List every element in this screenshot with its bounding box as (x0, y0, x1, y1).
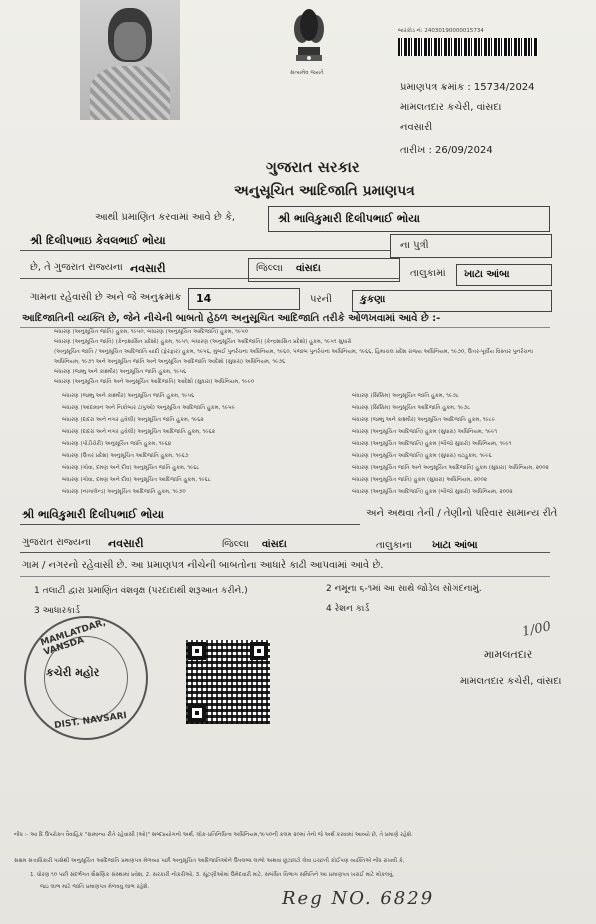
basis-item: 4 રેશન કાર્ડ (326, 604, 370, 614)
order-right: બંધારણ (અનુસૂચિત આદિજાતિ) હુકમ (બીજો સુધારો) અધિનિયમ, ૧૯૯૧ (352, 441, 512, 447)
recognized-line: આદિજાતિની વ્યક્તિ છે, જેને નીચેની બાબતો હેઠળ અનુસૂચિત આદિજાતિ તરીકે ઓળખવામાં આવે છે :- (22, 313, 441, 324)
caste-label: પરની (310, 294, 332, 305)
district-name: નવસારી (400, 122, 433, 133)
applicant-photo (80, 0, 180, 120)
footer-note: નોંધ :- આ દિ ઉપરોક્ત વૈવાહિક "સામાન્ય રીતે રહેવાસી (ઓ)" શબ્દપ્રયોગનો અર્થ, લોક-પ્રતિનિધિત્વ અધિનિયમ,૧૯૫૦ની કલમ ૨૦માં તેનો જે અર્થ કરવામાં આવ્યો છે, તે પ્રમાણે રહેશે. (14, 832, 413, 838)
issue-line: ગામ / નગરનો રહેવાસી છે. આ પ્રમાણપત્ર નીચેની બાબતોના આધારે કાઢી આપવામાં આવે છે. (22, 560, 384, 571)
order-line: બંધારણ (અનુસૂચિત જાતિ) (કેન્દ્રશાસિત પ્રદેશો) હુકમ, ૧૯૫૧, બંધારણ (અનુસૂચિત આદિજાતિ) (કેન્દ્રશાસિત પ્રદેશો) હુકમ, ૧૯૫૧ સુધારો (54, 339, 352, 345)
signature-initials: 1/00 (520, 619, 553, 640)
order-line: અધિનિયમ, ૧૯૭૧ અને અનુસૂચિત જાતિ અને અનુસૂચિત આદિજાતિ આદેશો (સુધારા) અધિનિયમ, ૧૯૭૬ (54, 359, 286, 365)
certificate-title: અનુસૂચિત આદિજાતિ પ્રમાણપત્ર (234, 183, 415, 199)
village-value: ખાટા આંબા (464, 269, 510, 280)
order-left: બંધારણ (પોંડીચેરી) અનુસૂચિત જાતિ હુકમ, ૧૯૬૪ (62, 441, 172, 447)
order-right: બંધારણ (સિક્કિમ) અનુસૂચિત આદિજાતિ હુકમ, ૧૯૭૮ (352, 405, 471, 411)
office-seal (24, 616, 148, 740)
emblem-caption: સત્યમેવ જયતે (290, 70, 324, 76)
applicant-name-repeat: શ્રી ભાવિકુમારી દિલીપભાઈ ભોયા (22, 508, 164, 521)
caste-value: કુકણા (360, 294, 386, 305)
order-left: બંધારણ (ગોવા, દમણ અને દીવ) અનુસૂચિત આદિજાતિ હુકમ, ૧૯૬૮ (62, 477, 211, 483)
order-left: બંધારણ (દાદરા અને નગર હવેલી) અનુસૂચિત આદિજાતિ હુકમ, ૧૯૬૨ (62, 429, 215, 435)
order-left: બંધારણ (ગોવા, દમણ અને દીવ) અનુસૂચિત જાતિ હુકમ, ૧૯૬૮ (62, 465, 200, 471)
govt-title: ગુજરાત સરકાર (266, 158, 360, 176)
order-left: બંધારણ (જમ્મુ અને કાશ્મીર) અનુસૂચિત જાતિ હુકમ, ૧૯૫૬ (62, 393, 195, 399)
order-left: બંધારણ (આંદામાન અને નિકોબાર ટાપુઓ) અનુસૂચિત આદિજાતિ હુકમ, ૧૯૫૯ (62, 405, 235, 411)
order-right: બંધારણ (અનુસૂચિત આદિજાતિ) હુકમ (સુધારા) વટહુકમ, ૧૯૯૬ (352, 453, 492, 459)
serial-label: ગામના રહેવાસી છે અને જે અનુક્રમાંક (30, 292, 182, 303)
state-label: છે, તે ગુજરાત રાજ્યના (30, 262, 123, 273)
order-right: બંધારણ (અનુસૂચિત આદિજાતિ) હુકમ (સુધારા) અધિનિયમ, ૧૯૯૧ (352, 429, 498, 435)
family-line: અને અથવા તેની / તેણીનો પરિવાર સામાન્ય રીતે (366, 508, 558, 519)
order-line: (અનુસૂચિત જાતિ / અનુસૂચિત આદિજાતિ યાદી (ફેરફાર) હુકમ, ૧૯૫૬, મુંબઈ પુનર્રચના અધિનિયમ, ૧૯૬૦, પંજાબ પુનર્રચના અધિનિયમ, ૧૯૬૬, હિમાચલ પ્રદેશ રાજ્ય અધિનિયમ, ૧૯૭૦, ઉત્તર-પૂર્વીય વિસ્તાર પુનર્રચના (54, 349, 534, 355)
national-emblem-icon (282, 3, 336, 79)
order-line: બંધારણ (અનુસૂચિત જાતિ) હુકમ, ૧૯૫૦, બંધારણ (અનુસૂચિત આદિજાતિ) હુકમ, ૧૯૫૦ (54, 329, 249, 335)
state-value-2: નવસારી (108, 537, 144, 550)
signatory-office: મામલતદાર કચેરી, વાંસદા (460, 676, 562, 687)
village-value-2: ખાટા આંબા (432, 540, 478, 551)
barcode (398, 38, 538, 56)
office-name: મામલતદાર કચેરી, વાંસદા (400, 102, 502, 113)
father-name: શ્રી દિલીપભાઇ કેવલભાઈ ભોયા (30, 234, 166, 247)
order-line: બંધારણ (જમ્મુ અને કાશ્મીર) અનુસૂચિત જાતિ હુકમ, ૧૯૫૬ (54, 369, 187, 375)
signatory-designation: મામલતદાર (484, 648, 533, 661)
district-label-2: જિલ્લા (222, 539, 249, 550)
relation: ના પુત્રી (400, 240, 429, 251)
order-left: બંધારણ (ઉત્તર પ્રદેશ) અનુસૂચિત આદિજાતિ હુકમ, ૧૯૬૭ (62, 453, 189, 459)
seal-middle: કચેરી મહોર (46, 666, 100, 679)
qr-code (186, 640, 270, 724)
order-right: બંધારણ (અનુસૂચિત જાતિ) હુકમ (સુધારા) અધિનિયમ, ૨૦૦૨ (352, 477, 487, 483)
barcode-number: બારકોડ નં: 24030190000015734 (398, 28, 484, 34)
applicant-name: શ્રી ભાવિકુમારી દિલીપભાઈ ભોયા (278, 212, 420, 225)
taluka-label-2: તાલુકાના (376, 540, 413, 551)
district-value-2: વાંસદા (262, 539, 287, 550)
taluka-label: તાલુકામાં (410, 268, 446, 279)
basis-item: 2 નમૂના ૬-૧માં આ સાથે જોડેલ સોગંદનામું. (326, 584, 482, 594)
order-line: બંધારણ (અનુસૂચિત જાતિ અને અનુસૂચિત આદિજાતિ) આદેશો (સુધારા) અધિનિયમ, ૧૯૯૦ (54, 379, 255, 385)
footer-note: જઇ લાભ માટે જાતિ પ્રમાણપત્ર મેળવવું લાભ રહેશે. (40, 884, 150, 890)
footer-note: 1. ધોરણ ૧૦ પછી સંદર્ભગત શૈક્ષણિક સંસ્થામાં પ્રવેશ, 2. સરકારી નોકરીઓ, 3. સૂંટણીઓમાં ઉમેદવારી માટે, સંબંધિત વિભાગ સમિતિને આ પ્રમાણપત્ર ખરાઈ માટે મોકલવું. (30, 872, 395, 878)
registration-number: Reg NO. 6829 (282, 888, 435, 909)
order-left: બંધારણ (દાદરા અને નગર હવેલી) અનુસૂચિત જાતિ હુકમ, ૧૯૬૨ (62, 417, 204, 423)
basis-item: 3 આધારકાર્ડ (34, 606, 80, 616)
seal-ring-top: MAMLATDAR, VANSDA (39, 617, 108, 658)
order-left: બંધારણ (નાગાલેન્ડ) અનુસૂચિત આદિજાતિ હુકમ, ૧૯૭૦ (62, 489, 186, 495)
order-right: બંધારણ (અનુસૂચિત જાતિ અને અનુસૂચિત આદિજાતિ) હુકમ (સુધારા) અધિનિયમ, ૨૦૦૨ (352, 465, 549, 471)
footer-note: સક્ષમ સત્તાધિકારી પાસેથી અનુસૂચિત આદિજાતિ પ્રમાણપત્ર મેળવ્યા પછી અનુસૂચિત આદિજાતિઓને ઉપલબ્ધ લાભો અથવા છૂટછાટો લેવા ઇચ્છતી કોઈપણ વ્યક્તિએ નોંધ રાખવી કે, (14, 858, 405, 864)
order-right: બંધારણ (જમ્મુ અને કાશ્મીર) અનુસૂચિત આદિજાતિ હુકમ, ૧૯૮૯ (352, 417, 496, 423)
state-value: નવસારી (130, 262, 166, 275)
district-value: વાંસદા (296, 263, 321, 274)
certificate-number: પ્રમાણપત્ર ક્રમાંક : 15734/2024 (400, 82, 535, 93)
basis-item: 1 તલાટી દ્વારા પ્રમાણિત વંશવૃક્ષ (પરદાદાથી શરૂઆત કરીને.) (34, 586, 248, 596)
serial-value: 14 (196, 292, 212, 305)
district-label: જિલ્લા (256, 263, 283, 274)
seal-ring-bottom: DIST. NAVSARI (53, 710, 128, 732)
order-right: બંધારણ (સિક્કિમ) અનુસૂચિત જાતિ હુકમ, ૧૯૭૮ (352, 393, 459, 399)
order-right: બંધારણ (અનુસૂચિત આદિજાતિ) હુકમ (બીજો સુધારો) અધિનિયમ, ૨૦૦૨ (352, 489, 513, 495)
state-label-2: ગુજરાત રાજ્યના (22, 537, 91, 548)
certify-line: આથી પ્રમાણિત કરવામાં આવે છે કે, (95, 212, 236, 223)
issue-date: તારીખ : 26/09/2024 (400, 145, 493, 156)
